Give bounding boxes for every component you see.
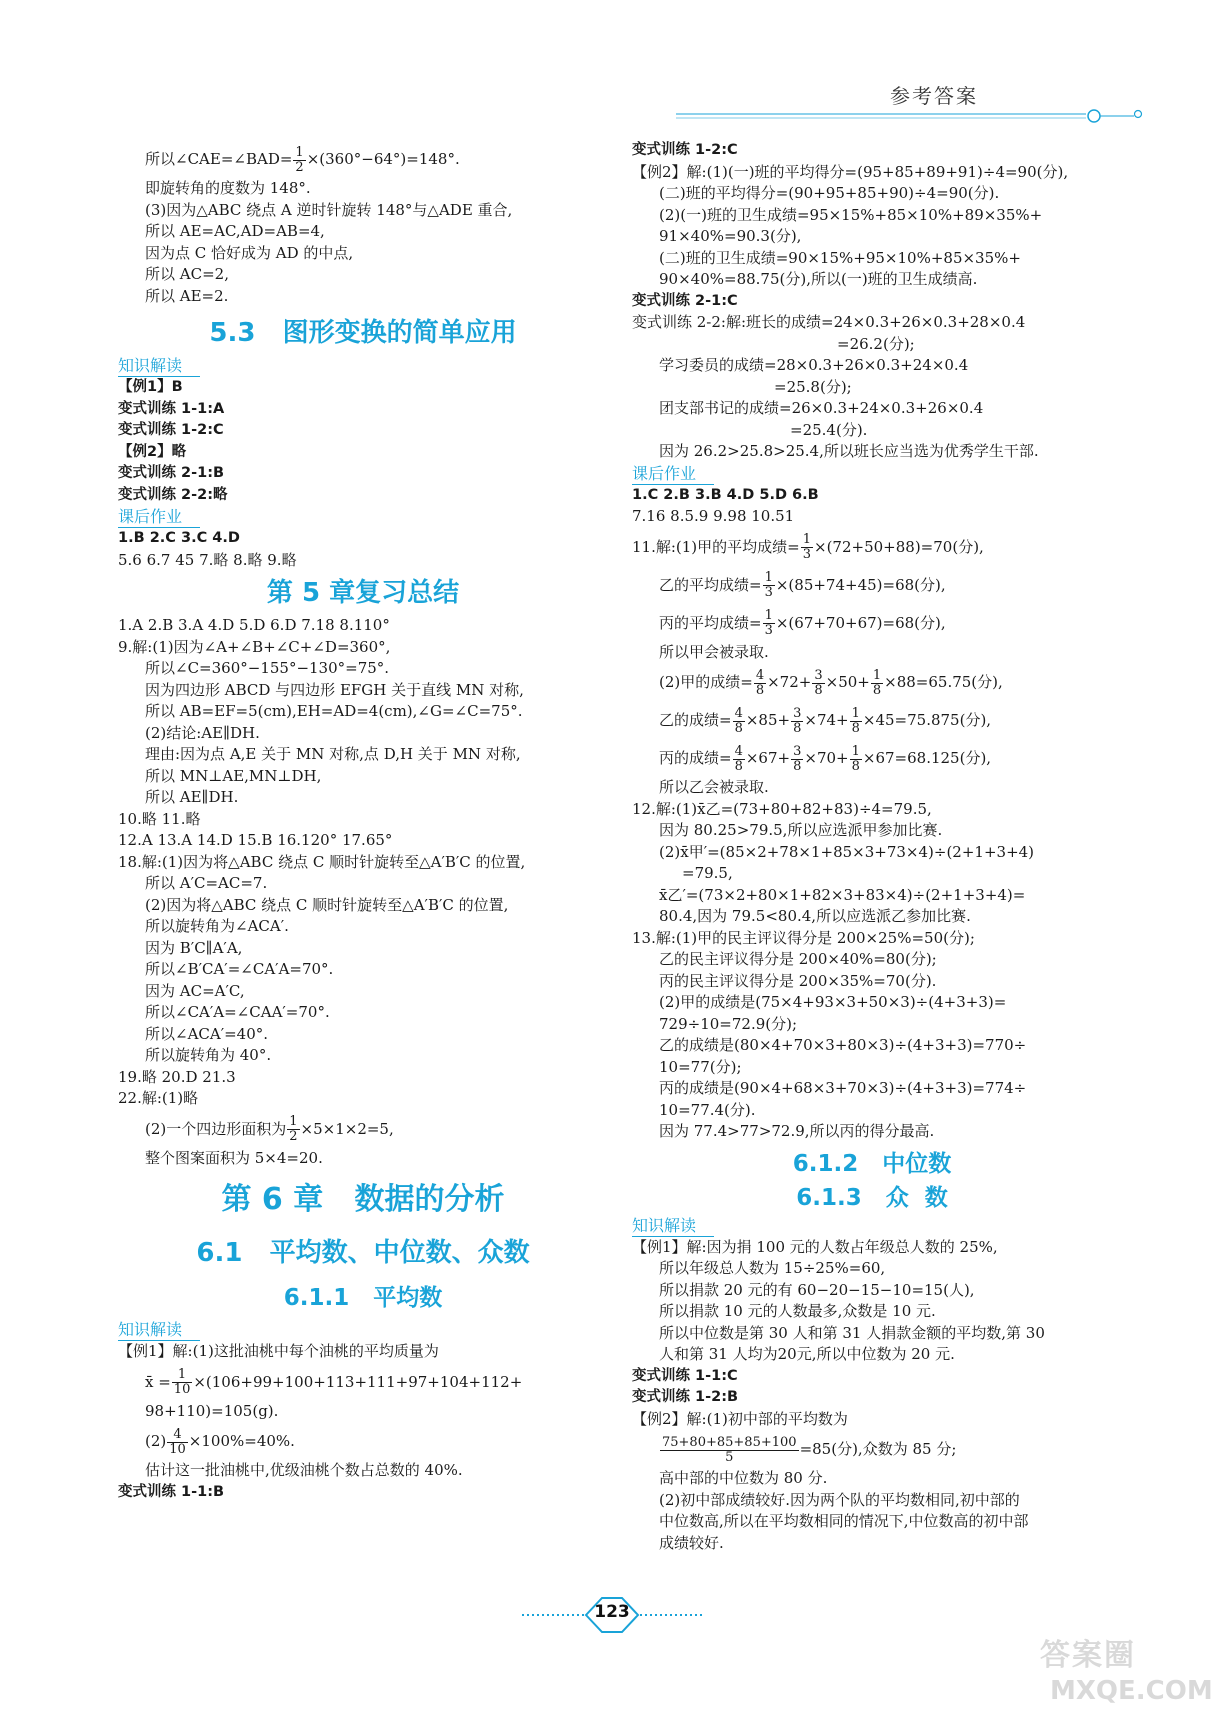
text-line: 变式训练 2-1:C: [632, 292, 738, 309]
text-line: (二)班的平均得分=(90+95+85+90)÷4=90(分).: [659, 184, 1000, 202]
text-line: 变式训练 2-2:略: [118, 486, 228, 503]
text-line: 乙的成绩是(80×4+70×3+80×3)÷(4+3+3)=770÷: [659, 1036, 1027, 1054]
text-line: 91×40%=90.3(分),: [659, 227, 802, 245]
text-line: $\frac{75+80+85+85+100}{5}$ =85(分),众数为 85 分;: [662, 1434, 957, 1465]
section-heading: 第 5 章复习总结: [266, 578, 460, 608]
text-line: 729÷10=72.9(分);: [659, 1014, 798, 1033]
text-line: 人和第 31 人均为20元,所以中位数为 20 元.: [659, 1345, 955, 1363]
text-line: 变式训练 2-1:B: [118, 465, 225, 481]
text-line: 22.解:(1)略: [118, 1089, 199, 1107]
fraction: $\frac{4}{8}$: [755, 667, 765, 698]
text-line: 10=77.4(分).: [659, 1100, 756, 1119]
page-number: [522, 1590, 702, 1640]
chapter-heading: 第 6 章 数据的分析: [221, 1182, 505, 1217]
text-line: 乙的平均成绩= $\frac{1}{3}$ ×(85+74+45)=68(分),: [659, 570, 946, 600]
text-line: 所以∠CA′A=∠CAA′=70°.: [145, 1003, 330, 1021]
text-line: 所以捐款 20 元的有 60−20−15−10=15(人),: [659, 1280, 975, 1299]
fraction: $\frac{1}{3}$: [802, 532, 812, 562]
text-line: 即旋转角的度数为 148°.: [145, 179, 311, 197]
fraction: $\frac{4}{10}$: [169, 1426, 186, 1457]
fraction: $\frac{1}{3}$: [764, 608, 773, 638]
text-line: =79.5,: [682, 864, 733, 882]
fraction: $\frac{4}{8}$: [734, 705, 743, 736]
page-number-text: 123: [594, 1602, 630, 1622]
header-title: 参考答案: [890, 84, 978, 108]
page-header: [0, 0, 1224, 130]
text-line: 变式训练 1-1:B: [118, 1483, 225, 1500]
text-line: 理由:因为点 A,E 关于 MN 对称,点 D,H 关于 MN 对称,: [145, 745, 521, 763]
text-line: 丙的平均成绩= $\frac{1}{3}$ ×(67+70+67)=68(分),: [659, 608, 946, 638]
section-tag: 课后作业: [632, 463, 714, 485]
text-line: 所以 MN⊥AE,MN⊥DH,: [145, 766, 322, 785]
text-line: 所以 AE=2.: [145, 286, 229, 305]
text-line: 因为 AC=A′C,: [145, 981, 245, 1000]
text-line: 13.解:(1)甲的民主评议得分是 200×25%=50(分);: [632, 928, 975, 947]
right-column: [632, 140, 1112, 1554]
text-line: 所以∠ACA′=40°.: [145, 1024, 269, 1043]
text-line: 12.解:(1)x̄乙=(73+80+82+83)÷4=79.5,: [632, 799, 932, 818]
text-line: 所以∠B′CA′=∠CA′A=70°.: [145, 960, 334, 978]
text-line: 【例2】略: [118, 443, 187, 460]
text-line: 所以甲会被录取.: [659, 642, 769, 661]
section-tag: 知识解读: [118, 1319, 200, 1341]
text-line: (二)班的卫生成绩=90×15%+95×10%+85×35%+: [659, 248, 1021, 267]
text-line: 变式训练 1-2:B: [632, 1389, 739, 1405]
text-line: 11.解:(1)甲的平均成绩= $\frac{1}{3}$ ×(72+50+88)=70(分),: [632, 532, 984, 562]
text-line: 1.C 2.B 3.B 4.D 5.D 6.B: [632, 486, 819, 503]
section-tag: 知识解读: [632, 1215, 714, 1237]
left-column: [118, 140, 608, 1503]
text-line: 因为点 C 恰好成为 AD 的中点,: [145, 243, 354, 262]
text-line: x̄ = $\frac{1}{10}$ ×(106+99+100+113+111+97+104+112+: [145, 1367, 523, 1397]
section-heading: 5.3 图形变换的简单应用: [209, 318, 517, 348]
text-line: 因为 80.25>79.5,所以应选派甲参加比赛.: [659, 821, 943, 839]
text-line: 1.B 2.C 3.C 4.D: [118, 530, 240, 546]
section-tag: 课后作业: [118, 506, 200, 528]
text-line: (2)结论:AE∥DH.: [145, 723, 260, 742]
text-line: =25.8(分);: [774, 377, 852, 396]
text-line: 变式训练 2-2:解:班长的成绩=24×0.3+26×0.3+28×0.4: [632, 313, 1026, 331]
header-rule-decoration: [676, 108, 1146, 132]
text-line: =25.4(分).: [790, 420, 868, 439]
text-line: 【例2】解:(1)初中部的平均数为: [632, 1409, 848, 1428]
text-line: 90×40%=88.75(分),所以(一)班的卫生成绩高.: [659, 270, 978, 288]
text-line: (2) $\frac{4}{10}$ ×100%=40%.: [145, 1426, 295, 1457]
text-line: 所以旋转角为∠ACA′.: [145, 917, 289, 935]
text-line: 所以捐款 10 元的人数最多,众数是 10 元.: [659, 1302, 936, 1320]
text-line: 乙的民主评议得分是 200×40%=80(分);: [659, 950, 937, 968]
text-line: 7.16 8.5.9 9.98 10.51: [632, 507, 795, 525]
watermark-logo: 答案圈: [1040, 1638, 1136, 1673]
text-line: (2)初中部成绩较好.因为两个队的平均数相同,初中部的: [659, 1490, 1020, 1509]
text-line: 所以旋转角为 40°.: [145, 1046, 272, 1064]
text-line: 团支部书记的成绩=26×0.3+24×0.3+26×0.4: [659, 399, 984, 417]
text-line: 整个图案面积为 5×4=20.: [145, 1148, 323, 1167]
text-line: =26.2(分);: [837, 334, 915, 353]
fraction: $\frac{1}{8}$: [851, 743, 860, 774]
text-line: 丙的成绩= $\frac{4}{8}$ ×67+ $\frac{3}{8}$ ×70+ $\frac{1}{8}$ ×67=68.125(分),: [659, 743, 992, 774]
text-line: 所以∠C=360°−155°−130°=75°.: [145, 659, 390, 677]
text-line: 所以 AC=2,: [145, 265, 229, 283]
subsection-heading: 6.1.1 平均数: [283, 1285, 443, 1311]
text-line: (2)一个四边形面积为 $\frac{1}{2}$ ×5×1×2=5,: [145, 1114, 394, 1144]
text-line: 80.4,因为 79.5<80.4,所以应选派乙参加比赛.: [659, 907, 971, 925]
text-line: 所以乙会被录取.: [659, 778, 769, 796]
subsection-heading: 6.1.2 中位数: [792, 1150, 952, 1177]
section-tag: 知识解读: [118, 355, 200, 377]
fraction: $\frac{1}{3}$: [764, 570, 773, 600]
text-line: (2)甲的成绩= $\frac{4}{8}$ ×72+ $\frac{3}{8}$ ×50+ $\frac{1}{8}$ ×88=65.75(分),: [659, 667, 1003, 698]
fraction: $\frac{1}{2}$: [289, 1114, 298, 1144]
text-line: 1.A 2.B 3.A 4.D 5.D 6.D 7.18 8.110°: [118, 616, 390, 634]
text-line: 10=77(分);: [659, 1057, 742, 1076]
text-line: 估计这一批油桃中,优级油桃个数占总数的 40%.: [145, 1461, 463, 1479]
fraction: $\frac{4}{8}$: [734, 743, 743, 774]
text-line: (2)甲的成绩是(75×4+93×3+50×3)÷(4+3+3)=: [659, 993, 1007, 1011]
text-line: 所以 AE=AC,AD=AB=4,: [145, 222, 325, 240]
text-line: (2)x̄甲′=(85×2+78×1+85×3+73×4)÷(2+1+3+4): [659, 842, 1035, 861]
text-line: 因为四边形 ABCD 与四边形 EFGH 关于直线 MN 对称,: [145, 680, 524, 699]
text-line: 变式训练 1-2:C: [632, 142, 738, 158]
text-line: 高中部的中位数为 80 分.: [659, 1469, 828, 1487]
text-line: 19.略 20.D 21.3: [118, 1067, 236, 1086]
text-line: 中位数高,所以在平均数相同的情况下,中位数高的初中部: [659, 1512, 1029, 1530]
text-line: 变式训练 1-1:C: [632, 1367, 738, 1384]
text-line: 丙的民主评议得分是 200×35%=70(分).: [659, 971, 937, 990]
text-line: 变式训练 1-1:A: [118, 400, 225, 417]
text-line: 【例1】B: [118, 379, 183, 395]
text-line: 所以∠CAE=∠BAD= $\frac{1}{2}$ ×(360°−64°)=148°.: [145, 144, 460, 175]
fraction: $\frac{3}{8}$: [814, 667, 823, 698]
watermark-url: MXQE.COM: [1050, 1676, 1213, 1706]
text-line: 【例1】解:(1)这批油桃中每个油桃的平均质量为: [118, 1342, 439, 1360]
text-line: 12.A 13.A 14.D 15.B 16.120° 17.65°: [118, 831, 393, 849]
text-line: (2)(一)班的卫生成绩=95×15%+85×10%+89×35%+: [659, 205, 1043, 224]
text-line: 丙的成绩是(90×4+68×3+70×3)÷(4+3+3)=774÷: [659, 1079, 1027, 1097]
subsection-heading: 6.1.3 众 数: [796, 1184, 948, 1211]
fraction: $\frac{1}{8}$: [851, 705, 860, 736]
text-line: 所以 AB=EF=5(cm),EH=AD=4(cm),∠G=∠C=75°.: [145, 702, 523, 720]
text-line: 因为 77.4>77>72.9,所以丙的得分最高.: [659, 1122, 935, 1140]
fraction: $\frac{1}{10}$: [173, 1367, 191, 1397]
text-line: 所以 AE∥DH.: [145, 788, 239, 806]
text-line: 9.解:(1)因为∠A+∠B+∠C+∠D=360°,: [118, 637, 391, 656]
fraction: $\frac{1}{8}$: [872, 667, 882, 698]
text-line: 所以 A′C=AC=7.: [145, 874, 268, 892]
text-line: 乙的成绩= $\frac{4}{8}$ ×85+ $\frac{3}{8}$ ×74+ $\frac{1}{8}$ ×45=75.875(分),: [659, 705, 992, 736]
text-line: 学习委员的成绩=28×0.3+26×0.3+24×0.4: [659, 356, 969, 374]
fraction: $\frac{75+80+85+85+100}{5}$: [662, 1434, 797, 1465]
text-line: 18.解:(1)因为将△ABC 绕点 C 顺时针旋转至△A′B′C 的位置,: [118, 852, 526, 871]
text-line: 变式训练 1-2:C: [118, 422, 224, 438]
text-line: 【例2】解:(1)(一)班的平均得分=(95+85+89+91)÷4=90(分),: [632, 162, 1069, 181]
text-line: 5.6 6.7 45 7.略 8.略 9.略: [118, 550, 297, 569]
text-line: (3)因为△ABC 绕点 A 逆时针旋转 148°与△ADE 重合,: [145, 200, 513, 219]
fraction: $\frac{1}{2}$: [295, 144, 304, 175]
section-heading: 6.1 平均数、中位数、众数: [196, 1238, 530, 1268]
text-line: 成绩较好.: [659, 1533, 724, 1552]
text-line: 所以中位数是第 30 人和第 31 人捐款金额的平均数,第 30: [659, 1323, 1045, 1342]
text-line: 因为 B′C∥A′A,: [145, 938, 243, 957]
text-line: 10.略 11.略: [118, 809, 201, 828]
text-line: (2)因为将△ABC 绕点 C 顺时针旋转至△A′B′C 的位置,: [145, 895, 509, 914]
text-line: 【例1】解:因为捐 100 元的人数占年级总人数的 25%,: [632, 1237, 998, 1256]
fraction: $\frac{3}{8}$: [793, 705, 802, 736]
text-line: 所以年级总人数为 15÷25%=60,: [659, 1259, 886, 1277]
text-line: 98+110)=105(g).: [145, 1401, 279, 1420]
fraction: $\frac{3}{8}$: [793, 743, 802, 774]
text-line: 因为 26.2>25.8>25.4,所以班长应当选为优秀学生干部.: [659, 442, 1039, 460]
text-line: x̄乙′=(73×2+80×1+82×3+83×4)÷(2+1+3+4)=: [659, 885, 1026, 904]
